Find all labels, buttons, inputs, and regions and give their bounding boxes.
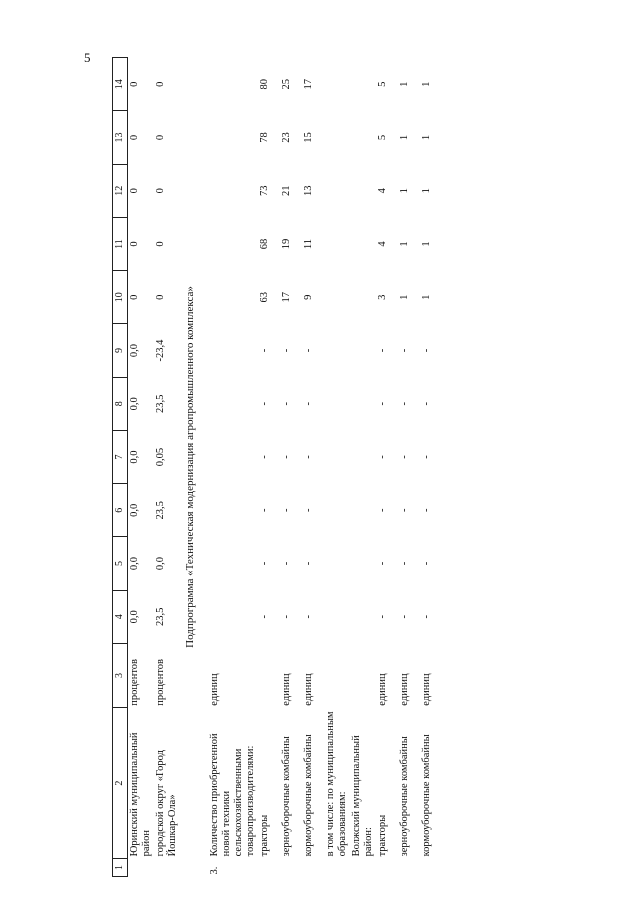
value-cell [324, 271, 350, 324]
value-cell: 13 [303, 185, 314, 196]
indicator-name: городской округ «Город Йошкар-Ола» [155, 750, 178, 857]
rotated-sheet [112, 57, 552, 877]
unit-cell [258, 643, 280, 707]
row-number [128, 858, 155, 876]
unit-cell [350, 643, 376, 707]
indicator-name: в том числе: по муниципальным образованиям: [325, 711, 348, 857]
value-cell: 0,0 [129, 556, 140, 571]
value-cell: - [399, 508, 410, 512]
value-cell: - [281, 402, 292, 406]
table-body [128, 58, 443, 877]
table-row [324, 58, 350, 877]
value-cell: 1 [421, 241, 432, 247]
row-number [258, 858, 280, 876]
indicator-name: кормоуборочные комбайны [421, 734, 432, 857]
value-cell [350, 484, 376, 537]
value-cell: 23 [281, 132, 292, 143]
value-cell: - [259, 455, 270, 459]
value-cell: 78 [259, 132, 270, 143]
indicator-name: Количество приобретенной новой техники сельскохозяйственными товаропроизводителями: [209, 733, 256, 857]
indicator-name: зерноуборочные комбайны [399, 736, 410, 857]
value-cell [350, 590, 376, 643]
value-cell [350, 271, 376, 324]
table-row [258, 58, 280, 877]
value-cell [324, 537, 350, 590]
value-cell: - [421, 508, 432, 512]
indicator-name: зерноуборочные комбайны [281, 736, 292, 857]
value-cell [350, 324, 376, 377]
row-number [376, 858, 398, 876]
value-cell: 0 [155, 188, 166, 194]
row-number [302, 858, 324, 876]
value-cell: 15 [303, 132, 314, 143]
unit-cell: единиц [421, 673, 432, 706]
row-number [398, 858, 420, 876]
value-cell [324, 484, 350, 537]
value-cell: 17 [281, 292, 292, 303]
value-cell [208, 164, 258, 217]
value-cell [208, 111, 258, 164]
table-row [420, 58, 442, 877]
value-cell: - [377, 455, 388, 459]
value-cell: - [281, 455, 292, 459]
value-cell [208, 324, 258, 377]
value-cell [208, 537, 258, 590]
value-cell [324, 111, 350, 164]
value-cell: 1 [399, 81, 410, 87]
value-cell: - [399, 615, 410, 619]
value-cell: 1 [399, 294, 410, 300]
value-cell: 4 [377, 188, 388, 194]
value-cell: 0 [129, 134, 140, 141]
row-number [154, 858, 180, 876]
row-number: 3. [209, 866, 220, 875]
header-cell: 1 [113, 858, 128, 876]
indicator-name: тракторы [377, 814, 388, 857]
header-cell: 11 [113, 217, 128, 270]
value-cell: 9 [303, 294, 314, 300]
value-cell [350, 111, 376, 164]
value-cell: - [259, 615, 270, 619]
header-cell: 2 [113, 708, 128, 859]
row-number [280, 858, 302, 876]
value-cell: 1 [421, 294, 432, 300]
unit-cell: единиц [377, 673, 388, 706]
value-cell: 80 [259, 78, 270, 90]
unit-cell: единиц [303, 673, 314, 706]
value-cell: 0,0 [129, 610, 140, 624]
value-cell: 68 [259, 238, 270, 250]
value-cell: 25 [281, 78, 292, 90]
value-cell: 0 [129, 294, 140, 300]
header-cell: 5 [113, 537, 128, 590]
value-cell [208, 430, 258, 483]
subprogram-title: Подпрограмма «Техническая модернизация агропромышленного комплекса» [184, 286, 196, 648]
unit-cell [324, 643, 350, 707]
value-cell: 0 [155, 294, 166, 300]
value-cell: 1 [399, 188, 410, 194]
value-cell: 5 [377, 81, 388, 87]
header-cell: 13 [113, 111, 128, 164]
row-number [350, 858, 376, 876]
value-cell: 1 [421, 81, 432, 87]
value-cell: - [281, 348, 292, 353]
value-cell: - [303, 615, 314, 619]
page-number: 5 [84, 50, 91, 65]
table-row [128, 58, 155, 877]
value-cell: - [377, 615, 388, 619]
row-number [324, 858, 350, 876]
value-cell: - [377, 402, 388, 406]
value-cell: - [259, 348, 270, 353]
value-cell: - [281, 561, 292, 566]
header-cell: 10 [113, 271, 128, 324]
value-cell [208, 271, 258, 324]
table-row [280, 58, 302, 877]
value-cell [324, 324, 350, 377]
value-cell: - [377, 508, 388, 512]
value-cell: - [281, 508, 292, 512]
header-cell: 4 [113, 590, 128, 643]
header-cell: 12 [113, 164, 128, 217]
table-row [208, 58, 258, 877]
value-cell [324, 217, 350, 270]
value-cell: -23,4 [155, 339, 166, 362]
value-cell: - [303, 561, 314, 566]
value-cell [350, 430, 376, 483]
value-cell: 0,0 [155, 556, 166, 571]
value-cell: 0,0 [129, 450, 140, 464]
value-cell [324, 430, 350, 483]
indicator-name: тракторы [259, 814, 270, 857]
value-cell [324, 58, 350, 111]
header-cell: 8 [113, 377, 128, 430]
value-cell [350, 217, 376, 270]
value-cell: 0,0 [129, 397, 140, 411]
value-cell [208, 590, 258, 643]
header-cell: 7 [113, 430, 128, 483]
value-cell: 0 [155, 81, 166, 87]
unit-cell: процентов [129, 659, 140, 706]
value-cell: 0 [155, 134, 166, 141]
row-number [420, 858, 442, 876]
value-cell: 23,5 [155, 501, 166, 520]
indicator-table [112, 57, 442, 877]
value-cell: 3 [377, 294, 388, 300]
value-cell [208, 484, 258, 537]
indicator-name: Юринский муниципальный район [129, 732, 152, 857]
value-cell: 1 [421, 134, 432, 141]
table-header-row [113, 58, 128, 877]
header-cell: 6 [113, 484, 128, 537]
value-cell [350, 164, 376, 217]
table-row [154, 58, 180, 877]
value-cell: 1 [421, 188, 432, 194]
value-cell: - [421, 348, 432, 353]
indicator-name: кормоуборочные комбайны [303, 734, 314, 857]
table-row [302, 58, 324, 877]
value-cell [350, 537, 376, 590]
value-cell: 19 [281, 238, 292, 250]
value-cell: 1 [399, 241, 410, 247]
value-cell: 0 [129, 188, 140, 194]
value-cell: 17 [303, 78, 314, 90]
value-cell: 0 [129, 241, 140, 247]
indicator-name: Волжский муниципальный район: [351, 735, 374, 857]
unit-cell: процентов [155, 659, 166, 706]
value-cell: - [421, 455, 432, 459]
value-cell [350, 377, 376, 430]
value-cell: - [259, 402, 270, 406]
value-cell: - [303, 348, 314, 353]
value-cell: 23,5 [155, 607, 166, 626]
value-cell [324, 590, 350, 643]
value-cell: - [421, 615, 432, 619]
value-cell: 0,0 [129, 503, 140, 517]
value-cell: 63 [259, 292, 270, 303]
value-cell: - [377, 561, 388, 566]
value-cell: - [303, 455, 314, 459]
subprogram-row [180, 58, 208, 877]
value-cell: - [303, 508, 314, 512]
value-cell: 21 [281, 185, 292, 196]
value-cell: 5 [377, 134, 388, 141]
value-cell: 0,05 [155, 447, 166, 467]
value-cell: - [399, 402, 410, 406]
value-cell: 11 [303, 238, 314, 250]
value-cell: - [259, 561, 270, 566]
value-cell [324, 377, 350, 430]
value-cell: - [399, 455, 410, 459]
value-cell: - [421, 561, 432, 566]
value-cell [208, 377, 258, 430]
header-cell: 9 [113, 324, 128, 377]
table-row [398, 58, 420, 877]
value-cell: 1 [399, 134, 410, 141]
value-cell: - [303, 402, 314, 406]
value-cell: - [399, 348, 410, 353]
unit-cell: единиц [399, 673, 410, 706]
value-cell: 73 [259, 185, 270, 196]
value-cell [324, 164, 350, 217]
unit-cell: единиц [281, 673, 292, 706]
value-cell: - [421, 402, 432, 406]
table-row [350, 58, 376, 877]
value-cell [350, 58, 376, 111]
unit-cell: единиц [209, 673, 220, 706]
value-cell: 4 [377, 241, 388, 247]
value-cell: 0 [155, 241, 166, 247]
value-cell: - [259, 508, 270, 512]
value-cell [208, 217, 258, 270]
value-cell: - [281, 615, 292, 619]
value-cell: 23,5 [155, 394, 166, 413]
value-cell: - [377, 348, 388, 353]
header-cell: 3 [113, 643, 128, 707]
header-cell: 14 [113, 58, 128, 111]
table-row [376, 58, 398, 877]
value-cell [208, 58, 258, 111]
value-cell: 0 [129, 81, 140, 87]
value-cell: - [399, 561, 410, 566]
value-cell: 0,0 [129, 343, 140, 358]
